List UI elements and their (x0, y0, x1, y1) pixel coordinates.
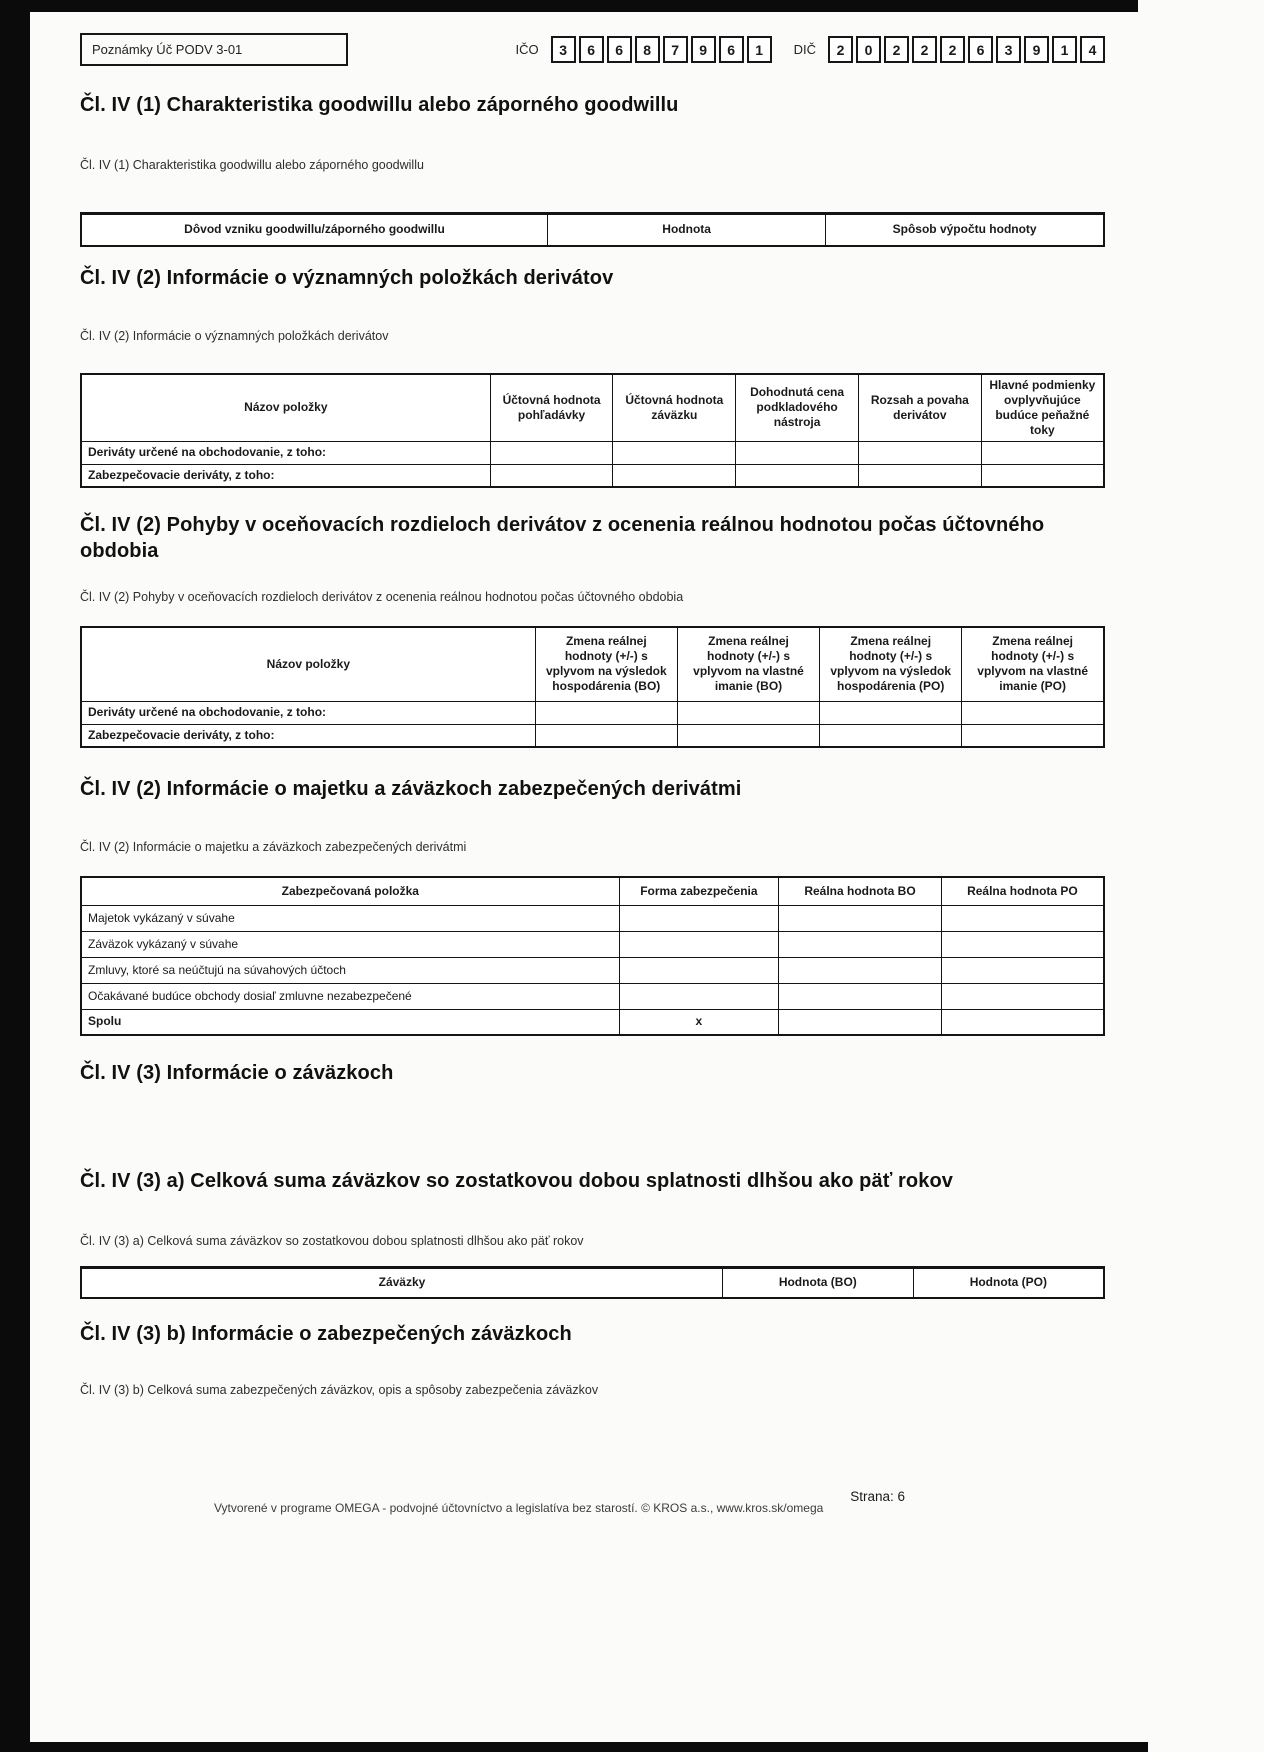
liabilities-over-5y-table (80, 1266, 1105, 1299)
empty-cell (677, 724, 819, 747)
empty-cell (613, 464, 736, 487)
empty-cell (490, 441, 613, 464)
section-heading-secured-liabilities: Čl. IV (3) b) Informácie o zabezpečených záväzkoch (80, 1322, 572, 1345)
ico-digit-box: 8 (635, 36, 660, 63)
empty-cell (981, 464, 1104, 487)
table-row (81, 464, 1104, 487)
row-label: Majetok vykázaný v súvahe (81, 905, 619, 931)
table-row (81, 905, 1104, 931)
empty-cell (619, 931, 779, 957)
dic-digit-box: 9 (1024, 36, 1049, 63)
ico-digit-box: 6 (719, 36, 744, 63)
row-label: Zabezpečovacie deriváty, z toho: (81, 724, 535, 747)
empty-cell (858, 464, 981, 487)
empty-cell (962, 724, 1104, 747)
column-header: Hlavné podmienky ovplyvňujúce budúce peňažné toky (981, 374, 1104, 442)
section-heading-fair-value-moves: Čl. IV (2) Pohyby v oceňovacích rozdieloch derivátov z ocenenia reálnou hodnotou počas účtovného obdobia (80, 514, 1045, 562)
column-header: Účtovná hodnota záväzku (613, 374, 736, 442)
dic-group (794, 36, 1105, 63)
table-row (81, 931, 1104, 957)
empty-cell (736, 441, 859, 464)
ico-digit-box: 6 (579, 36, 604, 63)
total-row-mark: x (619, 1009, 779, 1035)
dic-digit-box: 6 (968, 36, 993, 63)
empty-cell (619, 957, 779, 983)
empty-cell (941, 905, 1104, 931)
column-header: Hodnota (PO) (913, 1268, 1104, 1298)
section-heading-liabilities-over-5y: Čl. IV (3) a) Celková suma záväzkov so zostatkovou dobou splatnosti dlhšou ako päť rokov (80, 1170, 954, 1192)
table-header-row (81, 214, 1104, 246)
ico-group (515, 36, 771, 63)
column-header: Názov položky (81, 374, 490, 442)
dic-digit-box: 3 (996, 36, 1021, 63)
empty-cell (858, 441, 981, 464)
section-heading-goodwill: Čl. IV (1) Charakteristika goodwillu alebo záporného goodwillu (80, 94, 679, 116)
dic-digit-box: 2 (940, 36, 965, 63)
empty-cell (619, 905, 779, 931)
column-header: Reálna hodnota BO (779, 877, 942, 905)
ico-label: IČO (515, 42, 539, 57)
empty-cell (820, 701, 962, 724)
dic-digits (828, 36, 1105, 63)
scan-artifact-left (0, 0, 30, 1752)
dic-digit-box: 2 (912, 36, 937, 63)
ico-digit-box: 6 (607, 36, 632, 63)
ico-digit-box: 7 (663, 36, 688, 63)
column-header: Zmena reálnej hodnoty (+/-) s vplyvom na výsledok hospodárenia (BO) (535, 627, 677, 701)
row-label: Zabezpečovacie deriváty, z toho: (81, 464, 490, 487)
column-header: Hodnota (547, 214, 825, 246)
empty-cell (677, 701, 819, 724)
empty-cell (736, 464, 859, 487)
empty-cell (941, 983, 1104, 1009)
table-header-row (81, 1268, 1104, 1298)
page-header (80, 0, 1105, 66)
column-header: Účtovná hodnota pohľadávky (490, 374, 613, 442)
empty-cell (490, 464, 613, 487)
goodwill-table (80, 212, 1105, 247)
dic-digit-box: 1 (1052, 36, 1077, 63)
empty-cell (779, 1009, 942, 1035)
table-header-row (81, 877, 1104, 905)
fair-value-moves-table (80, 626, 1105, 748)
table-row (81, 983, 1104, 1009)
form-code-box: Poznámky Úč PODV 3-01 (80, 33, 348, 66)
column-header: Hodnota (BO) (722, 1268, 913, 1298)
page-number: Strana: 6 (850, 1489, 905, 1504)
empty-cell (981, 441, 1104, 464)
table-header-row (81, 374, 1104, 442)
column-header: Dohodnutá cena podkladového nástroja (736, 374, 859, 442)
column-header: Dôvod vzniku goodwillu/záporného goodwillu (81, 214, 547, 246)
page-footer (80, 1484, 1105, 1528)
row-label: Deriváty určené na obchodovanie, z toho: (81, 701, 535, 724)
ico-digits (551, 36, 772, 63)
empty-cell (535, 701, 677, 724)
column-header: Zabezpečovaná položka (81, 877, 619, 905)
id-numbers (515, 33, 1105, 63)
dic-label: DIČ (793, 42, 816, 57)
section-caption-secured-liabilities: Čl. IV (3) b) Celková suma zabezpečených záväzkov, opis a spôsoby zabezpečenia záväzkov (80, 1382, 599, 1397)
secured-assets-table (80, 876, 1105, 1036)
empty-cell (941, 957, 1104, 983)
footer-credit: Vytvorené v programe OMEGA - podvojné účtovníctvo a legislatíva bez starostí. © KROS a.s., www.kros.sk/omega (214, 1501, 824, 1515)
column-header: Záväzky (81, 1268, 722, 1298)
section-caption-fair-value-moves: Čl. IV (2) Pohyby v oceňovacích rozdieloch derivátov z ocenenia reálnou hodnotou počas účtovného obdobia (80, 590, 684, 604)
empty-cell (779, 957, 942, 983)
empty-cell (941, 931, 1104, 957)
section-caption-goodwill: Čl. IV (1) Charakteristika goodwillu alebo záporného goodwillu (80, 158, 424, 172)
empty-cell (535, 724, 677, 747)
total-row (81, 1009, 1104, 1035)
table-row (81, 957, 1104, 983)
row-label: Zmluvy, ktoré sa neúčtujú na súvahových účtoch (81, 957, 619, 983)
column-header: Zmena reálnej hodnoty (+/-) s vplyvom na vlastné imanie (PO) (962, 627, 1104, 701)
empty-cell (962, 701, 1104, 724)
column-header: Spôsob výpočtu hodnoty (826, 214, 1104, 246)
section-caption-derivatives-items: Čl. IV (2) Informácie o významných položkách derivátov (80, 328, 389, 343)
column-header: Rozsah a povaha derivátov (858, 374, 981, 442)
column-header: Forma zabezpečenia (619, 877, 779, 905)
total-row-label: Spolu (81, 1009, 619, 1035)
dic-digit-box: 2 (828, 36, 853, 63)
empty-cell (619, 983, 779, 1009)
scan-artifact-bottom (0, 1742, 1148, 1752)
empty-cell (779, 983, 942, 1009)
empty-cell (820, 724, 962, 747)
ico-digit-box: 3 (551, 36, 576, 63)
empty-cell (779, 905, 942, 931)
empty-cell (941, 1009, 1104, 1035)
section-heading-secured-assets: Čl. IV (2) Informácie o majetku a záväzkoch zabezpečených derivátmi (80, 778, 742, 800)
table-header-row (81, 627, 1104, 701)
section-caption-liabilities-over-5y: Čl. IV (3) a) Celková suma záväzkov so zostatkovou dobou splatnosti dlhšou ako päť rokov (80, 1234, 584, 1248)
dic-digit-box: 4 (1080, 36, 1105, 63)
table-row (81, 701, 1104, 724)
column-header: Názov položky (81, 627, 535, 701)
derivatives-items-table (80, 373, 1105, 489)
row-label: Záväzok vykázaný v súvahe (81, 931, 619, 957)
section-heading-derivatives-items: Čl. IV (2) Informácie o významných položkách derivátov (80, 266, 614, 289)
column-header: Zmena reálnej hodnoty (+/-) s vplyvom na vlastné imanie (BO) (677, 627, 819, 701)
ico-digit-box: 1 (747, 36, 772, 63)
dic-digit-box: 2 (884, 36, 909, 63)
dic-digit-box: 0 (856, 36, 881, 63)
ico-digit-box: 9 (691, 36, 716, 63)
document-page (80, 0, 1105, 1515)
column-header: Zmena reálnej hodnoty (+/-) s vplyvom na výsledok hospodárenia (PO) (820, 627, 962, 701)
row-label: Deriváty určené na obchodovanie, z toho: (81, 441, 490, 464)
section-caption-secured-assets: Čl. IV (2) Informácie o majetku a záväzkoch zabezpečených derivátmi (80, 840, 467, 854)
table-row (81, 724, 1104, 747)
section-heading-liabilities: Čl. IV (3) Informácie o záväzkoch (80, 1062, 394, 1084)
empty-cell (613, 441, 736, 464)
row-label: Očakávané budúce obchody dosiaľ zmluvne nezabezpečené (81, 983, 619, 1009)
column-header: Reálna hodnota PO (941, 877, 1104, 905)
empty-cell (779, 931, 942, 957)
table-row (81, 441, 1104, 464)
